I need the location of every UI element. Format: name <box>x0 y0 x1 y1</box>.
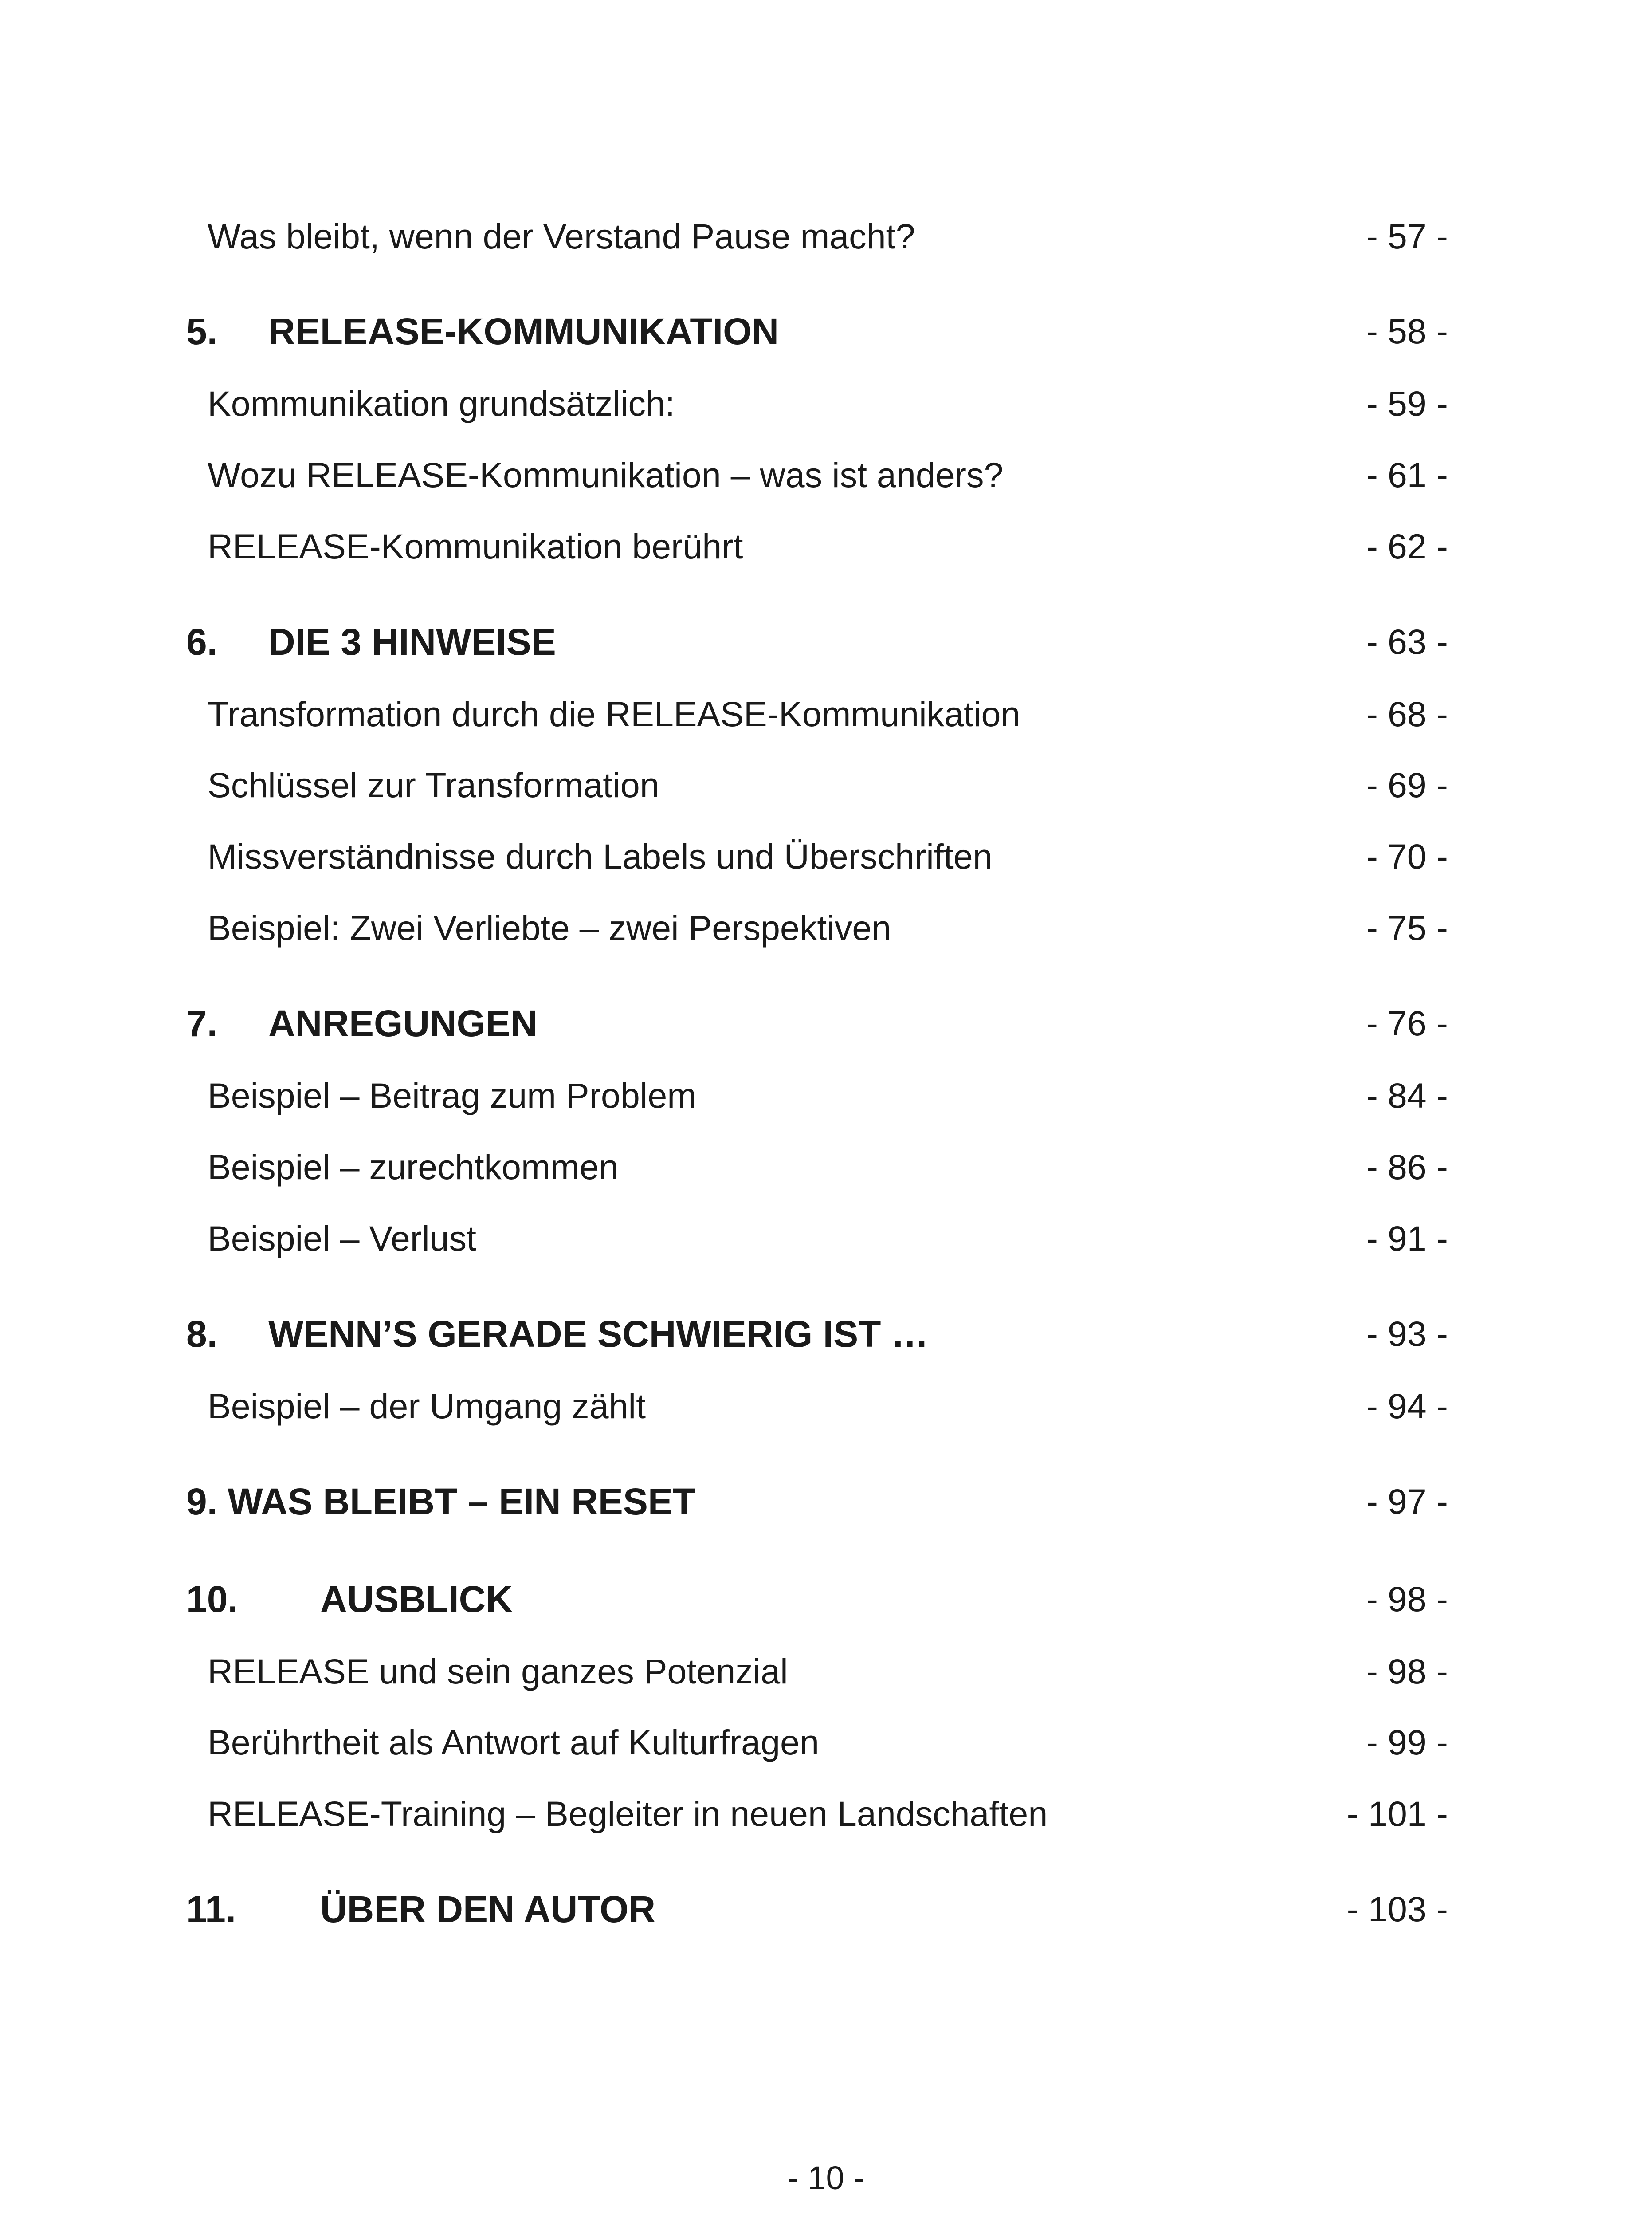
toc-entry-page: - 84 - <box>1366 1076 1448 1115</box>
toc-entry-page: - 75 - <box>1366 908 1448 948</box>
toc-chapter <box>0 1303 1652 1365</box>
toc-chapter-title: 9. WAS BLEIBT – EIN RESET <box>186 1481 696 1522</box>
toc-chapter-page: - 58 - <box>1366 311 1448 351</box>
toc-entry <box>0 515 1652 578</box>
toc-chapter-page: - 76 - <box>1366 1003 1448 1043</box>
toc-chapter-title: AUSBLICK <box>320 1578 513 1620</box>
toc-entry-title: Transformation durch die RELEASE-Kommunikation <box>208 694 1020 734</box>
toc-entry-title: Kommunikation grundsätzlich: <box>208 384 675 423</box>
toc-chapter-title: ÜBER DEN AUTOR <box>320 1888 656 1930</box>
toc-chapter-page: - 93 - <box>1366 1314 1448 1353</box>
toc-entry <box>0 826 1652 888</box>
toc-entry-page: - 68 - <box>1366 694 1448 734</box>
toc-entry-title: Wozu RELEASE-Kommunikation – was ist anders? <box>208 455 1004 495</box>
toc-entry-page: - 98 - <box>1366 1652 1448 1691</box>
toc-chapter-number: 8. <box>186 1313 218 1355</box>
toc-entry <box>0 683 1652 745</box>
toc-entry-page: - 91 - <box>1366 1219 1448 1258</box>
toc-chapter-title: DIE 3 HINWEISE <box>268 621 556 663</box>
toc-entry-page: - 70 - <box>1366 837 1448 876</box>
toc-chapter-title: ANREGUNGEN <box>268 1003 538 1044</box>
toc-entry <box>0 897 1652 959</box>
toc-chapter <box>0 300 1652 362</box>
toc-entry-page: - 61 - <box>1366 455 1448 495</box>
toc-chapter-number: 10. <box>186 1578 238 1620</box>
toc-entry <box>0 1783 1652 1845</box>
toc-entry-page: - 57 - <box>1366 216 1448 256</box>
toc-entry-title: Beispiel – Verlust <box>208 1219 477 1258</box>
toc-chapter-number: 7. <box>186 1003 218 1044</box>
toc-entry-title: Beispiel – zurechtkommen <box>208 1147 619 1187</box>
toc-entry <box>0 1711 1652 1774</box>
toc-entry <box>0 444 1652 506</box>
toc-entry-title: RELEASE-Kommunikation berührt <box>208 527 743 566</box>
toc-entry <box>0 205 1652 267</box>
toc-entry-title: Berührtheit als Antwort auf Kulturfragen <box>208 1722 819 1762</box>
toc-entry <box>0 1065 1652 1127</box>
toc-entry <box>0 373 1652 435</box>
toc-chapter <box>0 1471 1652 1533</box>
toc-entry-title: Beispiel: Zwei Verliebte – zwei Perspektiven <box>208 908 891 948</box>
toc-entry <box>0 1136 1652 1198</box>
toc-entry-title: RELEASE und sein ganzes Potenzial <box>208 1652 788 1691</box>
page-number: - 10 - <box>788 2159 864 2196</box>
toc-chapter-page: - 63 - <box>1366 622 1448 661</box>
toc-entry-title: Was bleibt, wenn der Verstand Pause macht? <box>208 216 915 256</box>
toc-entry-page: - 86 - <box>1366 1147 1448 1187</box>
toc-entry-title: Schlüssel zur Transformation <box>208 765 659 805</box>
toc-entry <box>0 1207 1652 1270</box>
toc-chapter-number: 11. <box>186 1888 236 1930</box>
toc-chapter <box>0 992 1652 1054</box>
toc-entry-page: - 62 - <box>1366 527 1448 566</box>
toc-chapter-title: RELEASE-KOMMUNIKATION <box>268 311 779 352</box>
toc-entry <box>0 1640 1652 1703</box>
toc-entry-page: - 99 - <box>1366 1722 1448 1762</box>
toc-entry-title: RELEASE-Training – Begleiter in neuen Landschaften <box>208 1794 1048 1833</box>
toc-entry-page: - 59 - <box>1366 384 1448 423</box>
toc-entry-title: Beispiel – Beitrag zum Problem <box>208 1076 697 1115</box>
toc-chapter-page: - 103 - <box>1346 1889 1448 1929</box>
toc-chapter-page: - 97 - <box>1366 1482 1448 1521</box>
toc-entry <box>0 1375 1652 1437</box>
toc-chapter <box>0 1568 1652 1630</box>
toc-chapter-number: 5. <box>186 311 218 352</box>
toc-chapter-number: 6. <box>186 621 218 663</box>
toc-chapter-page: - 98 - <box>1366 1579 1448 1619</box>
toc-entry-title: Beispiel – der Umgang zählt <box>208 1386 646 1426</box>
toc-entry-page: - 94 - <box>1366 1386 1448 1426</box>
toc-chapter <box>0 1878 1652 1940</box>
toc-entry <box>0 754 1652 816</box>
toc-entry-page: - 101 - <box>1346 1794 1448 1833</box>
toc-chapter-title: WENN’S GERADE SCHWIERIG IST … <box>268 1313 929 1355</box>
toc-entry-page: - 69 - <box>1366 765 1448 805</box>
toc-chapter <box>0 611 1652 673</box>
toc-entry-title: Missverständnisse durch Labels und Überschriften <box>208 837 993 876</box>
